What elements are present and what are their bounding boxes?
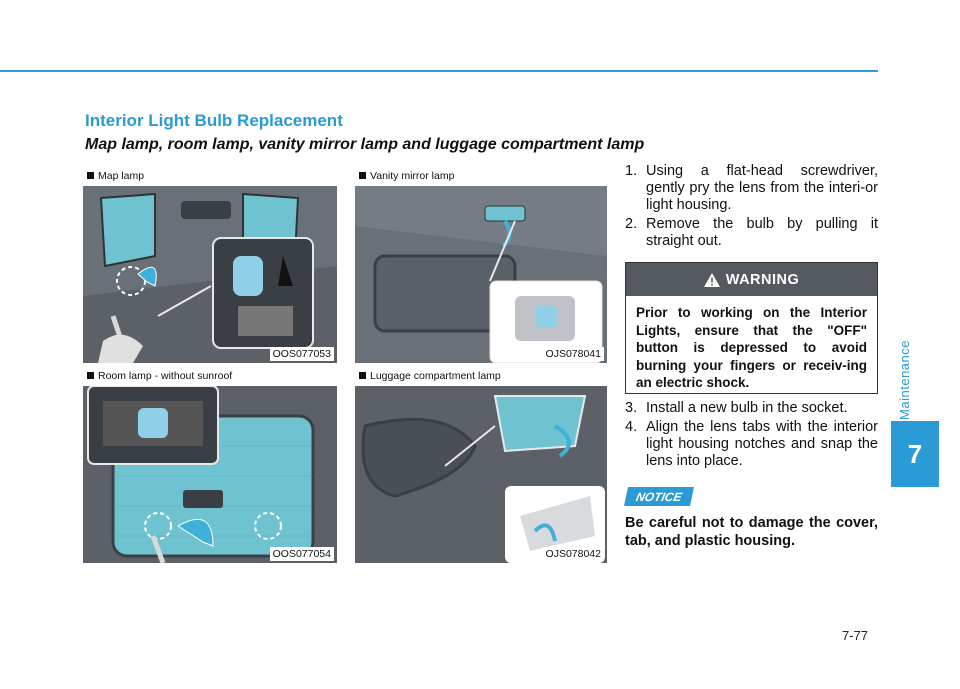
- figure-code: OJS078041: [543, 347, 604, 361]
- luggage-lamp-illustration: [355, 386, 607, 563]
- page-number: 7-77: [842, 628, 869, 643]
- step-1: [625, 163, 878, 214]
- chapter-number: 7: [891, 421, 939, 487]
- step-number: 3.: [625, 400, 638, 416]
- figure-code: OOS077054: [270, 547, 334, 561]
- figure-vanity-mirror-lamp: [355, 166, 607, 363]
- figure-caption: Map lamp: [83, 166, 337, 186]
- figure-caption: Vanity mirror lamp: [355, 166, 607, 186]
- figure-caption: Room lamp - without sunroof: [83, 366, 337, 386]
- warning-title: WARNING: [725, 271, 800, 288]
- warning-header: [626, 263, 877, 296]
- figure-code: OJS078042: [543, 547, 604, 561]
- step-number: 4.: [625, 419, 638, 435]
- step-text: Install a new bulb in the socket.: [646, 400, 848, 416]
- header-rule: [0, 70, 878, 72]
- figure-code: OOS077053: [270, 347, 334, 361]
- step-text: Using a flat-head screwdriver, gently pry the lens from the interi-or light housing.: [646, 163, 878, 213]
- figure-map-lamp: [83, 166, 337, 363]
- step-text: Align the lens tabs with the interior light housing notches and snap the lens into place.: [646, 419, 878, 469]
- step-3: [625, 400, 878, 417]
- step-2: [625, 216, 878, 250]
- map-lamp-illustration: [83, 186, 337, 363]
- side-tab-label: Maintenance: [897, 340, 912, 420]
- notice-badge: NOTICE: [624, 487, 694, 506]
- warning-triangle-icon: [704, 273, 720, 287]
- figure-caption: Luggage compartment lamp: [355, 366, 607, 386]
- warning-text: Prior to working on the Interior Lights, ensure that the "OFF" button is depressed to avoid burning your fingers or receiv-ing an electric shock.: [636, 305, 867, 390]
- step-number: 1.: [625, 163, 638, 179]
- notice-text: Be careful not to damage the cover, tab, and plastic housing.: [625, 515, 878, 549]
- step-number: 2.: [625, 216, 638, 232]
- page-subtitle: Map lamp, room lamp, vanity mirror lamp and luggage compartment lamp: [85, 136, 645, 153]
- vanity-mirror-lamp-illustration: [355, 186, 607, 363]
- section-title: Interior Light Bulb Replacement: [85, 111, 343, 130]
- figure-room-lamp: [83, 366, 337, 563]
- step-text: Remove the bulb by pulling it straight out.: [646, 216, 878, 249]
- room-lamp-illustration: [83, 386, 337, 563]
- figure-luggage-lamp: [355, 366, 607, 563]
- warning-box: [625, 262, 878, 394]
- step-4: [625, 419, 878, 470]
